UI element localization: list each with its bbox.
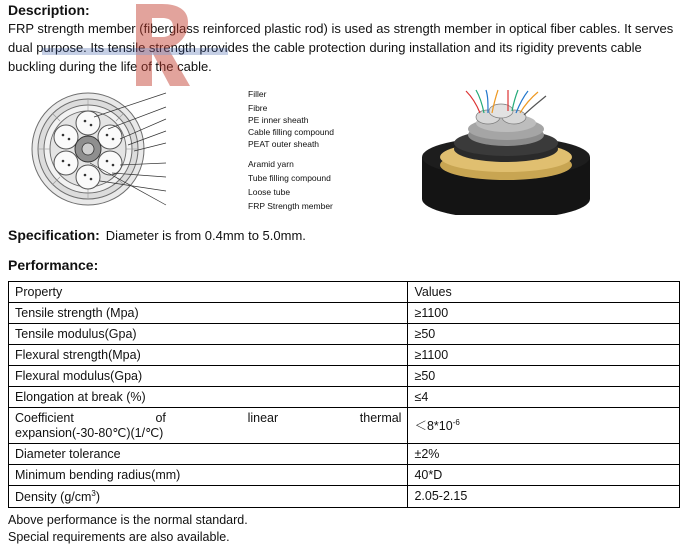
row-tensile-strength-value: ≥1100 xyxy=(408,302,680,323)
table-row xyxy=(9,464,680,485)
table-row xyxy=(9,407,680,443)
table-header-row xyxy=(9,281,680,302)
row-elongation-value: ≤4 xyxy=(408,386,680,407)
cable-cross-section-diagram xyxy=(16,87,368,215)
notes-block xyxy=(8,512,692,545)
table-row xyxy=(9,365,680,386)
performance-heading: Performance: xyxy=(8,256,99,273)
description-body: FRP strength member (fiberglass reinforced plastic rod) is used as strength member in optical fiber cables. It serves dual purpose. Its tensile strength provides the cable protection during installation and its rigidity prevents cable buckling during the life of the cable. xyxy=(8,21,674,74)
specification-heading: Specification: xyxy=(8,226,100,243)
note-line-1: Above performance is the normal standard. xyxy=(8,512,248,527)
header-values: Values xyxy=(408,281,680,302)
coefficient-value-base: ＜8*10 xyxy=(414,419,453,434)
figure-label-frp-strength-member: FRP Strength member xyxy=(248,200,333,211)
cable-photo xyxy=(388,87,624,215)
coefficient-word-2: of xyxy=(155,410,166,425)
table-row xyxy=(9,485,680,507)
figure-label-fibre: Fibre xyxy=(248,102,268,113)
coefficient-word-1: Coefficient xyxy=(15,410,74,425)
specification-row xyxy=(8,227,692,243)
row-tensile-modulus-property: Tensile modulus(Gpa) xyxy=(9,323,408,344)
figure-label-aramid-yarn: Aramid yarn xyxy=(248,158,294,169)
table-row xyxy=(9,323,680,344)
cable-photo-svg xyxy=(388,87,624,215)
note-line-2: Special requirements are also available. xyxy=(8,529,230,544)
figure-label-tube-filling-compound: Tube filling compound xyxy=(248,172,331,183)
header-property: Property xyxy=(9,281,408,302)
row-flexural-strength-value: ≥1100 xyxy=(408,344,680,365)
row-coefficient-value xyxy=(408,407,680,443)
coefficient-word-3: linear xyxy=(247,410,279,425)
figure-label-pe-inner-sheath: PE inner sheath xyxy=(248,114,309,125)
figures-row xyxy=(8,87,692,219)
coefficient-value-exponent: -6 xyxy=(452,417,460,427)
cable-cross-section-svg xyxy=(16,87,368,215)
density-label-end: ) xyxy=(95,489,101,504)
row-tensile-modulus-value: ≥50 xyxy=(408,323,680,344)
density-label-base: Density (g/cm xyxy=(15,489,92,504)
row-tensile-strength-property: Tensile strength (Mpa) xyxy=(9,302,408,323)
description-heading: Description: xyxy=(8,2,90,18)
figure-label-cable-filling-compound: Cable filling compound xyxy=(248,126,334,137)
row-density-property xyxy=(9,485,408,507)
row-flexural-strength-property: Flexural strength(Mpa) xyxy=(9,344,408,365)
coefficient-word-4: thermal xyxy=(359,410,402,425)
table-row xyxy=(9,443,680,464)
row-coefficient-property xyxy=(9,407,408,443)
row-bending-radius-property: Minimum bending radius(mm) xyxy=(9,464,408,485)
row-bending-radius-value: 40*D xyxy=(408,464,680,485)
specification-text: Diameter is from 0.4mm to 5.0mm. xyxy=(105,227,306,243)
row-density-value: 2.05-2.15 xyxy=(408,485,680,507)
figure-label-filler: Filler xyxy=(248,88,267,99)
row-elongation-property: Elongation at break (%) xyxy=(9,386,408,407)
row-diameter-tolerance-value: ±2% xyxy=(408,443,680,464)
row-flexural-modulus-property: Flexural modulus(Gpa) xyxy=(9,365,408,386)
figure-label-loose-tube: Loose tube xyxy=(248,186,291,197)
table-row xyxy=(9,344,680,365)
coefficient-expansion-line: expansion(-30-80℃)(1/℃) xyxy=(15,425,164,440)
table-row xyxy=(9,386,680,407)
table-row xyxy=(9,302,680,323)
performance-table xyxy=(8,281,680,508)
row-diameter-tolerance-property: Diameter tolerance xyxy=(9,443,408,464)
figure-label-peat-outer-sheath: PEAT outer sheath xyxy=(248,138,320,149)
density-label-sup: 3 xyxy=(91,488,96,498)
row-flexural-modulus-value: ≥50 xyxy=(408,365,680,386)
